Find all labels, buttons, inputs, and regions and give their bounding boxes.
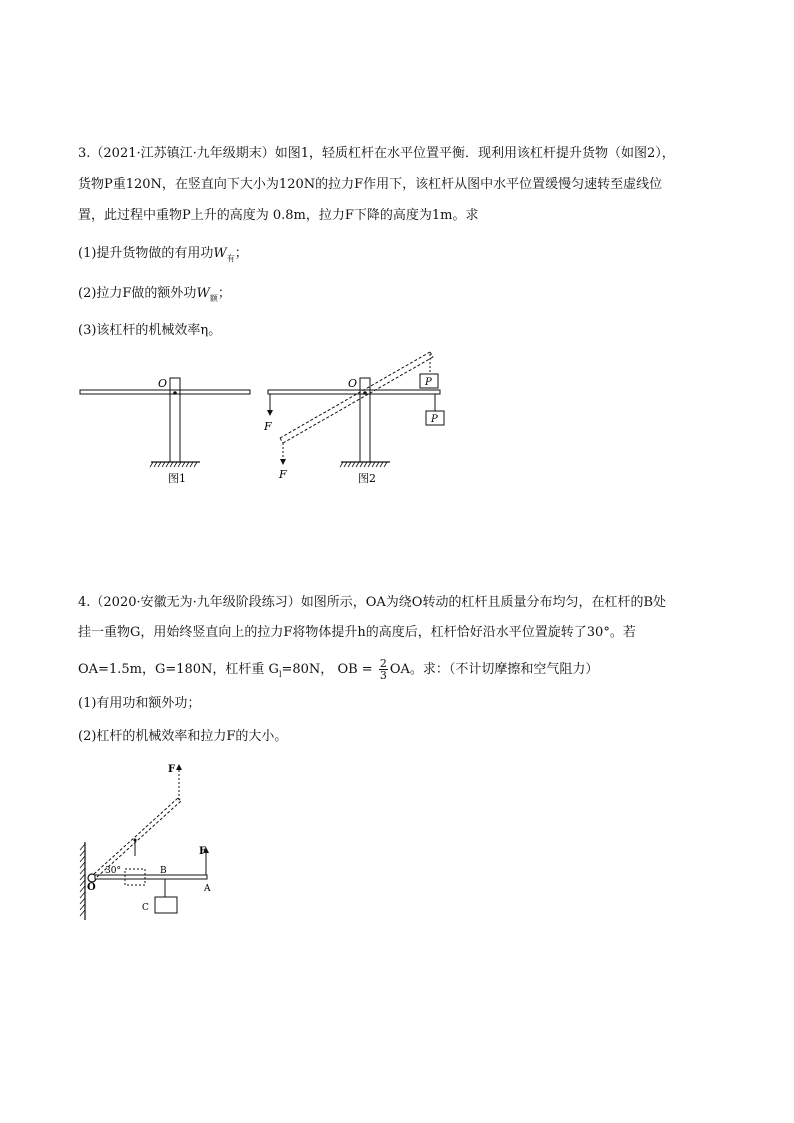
q4-label-c: C: [142, 903, 149, 913]
weight-c: [155, 897, 177, 913]
q3-source: （2021·江苏镇江·九年级期末）: [90, 146, 275, 161]
q4-label-angle: 30°: [105, 866, 121, 876]
q4-sub2: (2)杠杆的机械效率和拉力F的大小。: [78, 729, 288, 744]
q3-sub1-symbol: W: [213, 246, 227, 261]
q3-number: 3.: [78, 146, 91, 161]
q4-label-b: B: [160, 866, 167, 876]
q3-line3: 置，此过程中重物P上升的高度为 0.8m，拉力F下降的高度为1m。求: [78, 208, 479, 223]
q4-label-f-top: F: [168, 764, 176, 775]
pivot-point: [363, 391, 367, 395]
q4-line3-sub: l: [278, 670, 282, 679]
fig2-label-f2: F: [279, 468, 287, 481]
wall-hatch: [80, 844, 85, 916]
pivot-point: [173, 391, 177, 395]
fig1-label-o: O: [158, 377, 168, 390]
q3-sub2-symbol: W: [196, 286, 210, 301]
q3-line1: [78, 145, 675, 163]
fraction-two-thirds: $\frac{2}{3}$: [379, 657, 387, 682]
ground-hatch: [150, 462, 197, 467]
fig2-label-f1: F: [264, 420, 272, 433]
q3-figure2: [262, 350, 452, 485]
rotated-lever-dashed: [280, 352, 433, 443]
q3-figure1: [78, 370, 258, 490]
q4-label-a: A: [204, 884, 211, 894]
q3-sub1-pre: (1)提升货物做的有用功: [78, 246, 214, 261]
q3-line1-text: 如图1，轻质杠杆在水平位置平衡．现利用该杠杆提升货物（如图2），: [274, 146, 675, 161]
q3-sub2-post: ；: [217, 286, 231, 301]
q3-sub2: [78, 285, 231, 304]
fig2-caption: 图2: [358, 472, 376, 485]
q4-line3-post: OA。求：（不计切摩擦和空气阻力）: [389, 662, 599, 677]
ground-hatch: [340, 462, 387, 467]
q3-sub1-subscript: 有: [226, 254, 235, 263]
q4-sub1: (1)有用功和额外功；: [78, 696, 201, 711]
q4-line3-pre: OA=1.5m，G=180N，杠杆重 G: [78, 662, 279, 677]
q4-label-o: O: [87, 882, 96, 893]
q4-line1-text: 如图所示，OA为绕O转动的杠杆且质量分布均匀，在杠杆的B处: [300, 595, 667, 610]
q4-source: （2020·安徽无为·九年级阶段练习）: [90, 595, 301, 610]
q4-line3: [78, 658, 598, 681]
fig1-caption: 图1: [168, 472, 186, 485]
q3-sub2-pre: (2)拉力F做的额外功: [78, 286, 197, 301]
q3-sub3: (3)该杠杆的机械效率η。: [78, 323, 222, 338]
lever-bar: [80, 390, 250, 394]
q4-line2: 挂一重物G，用始终竖直向上的拉力F将物体提升h的高度后，杠杆恰好沿水平位置旋转了30°。若: [78, 625, 636, 640]
fig2-label-o: O: [348, 377, 358, 390]
fig2-label-p2: P: [431, 414, 438, 425]
fig2-label-p1: P: [425, 377, 432, 388]
q4-label-f-right: F: [199, 846, 207, 857]
q3-sub2-subscript: 额: [209, 294, 218, 303]
lever-bar: [268, 390, 440, 394]
q4-number: 4.: [78, 595, 91, 610]
q4-line1: [78, 594, 666, 612]
q4-figure: [75, 760, 225, 930]
q3-sub1-post: ；: [234, 246, 248, 261]
q4-line3-mid: =80N， OB =: [281, 662, 373, 677]
q3-sub1: [78, 245, 248, 264]
q3-line2: 货物P重120N，在竖直向下大小为120N的拉力F作用下，该杠杆从图中水平位置缓慢匀速转至虚线位: [78, 177, 663, 192]
